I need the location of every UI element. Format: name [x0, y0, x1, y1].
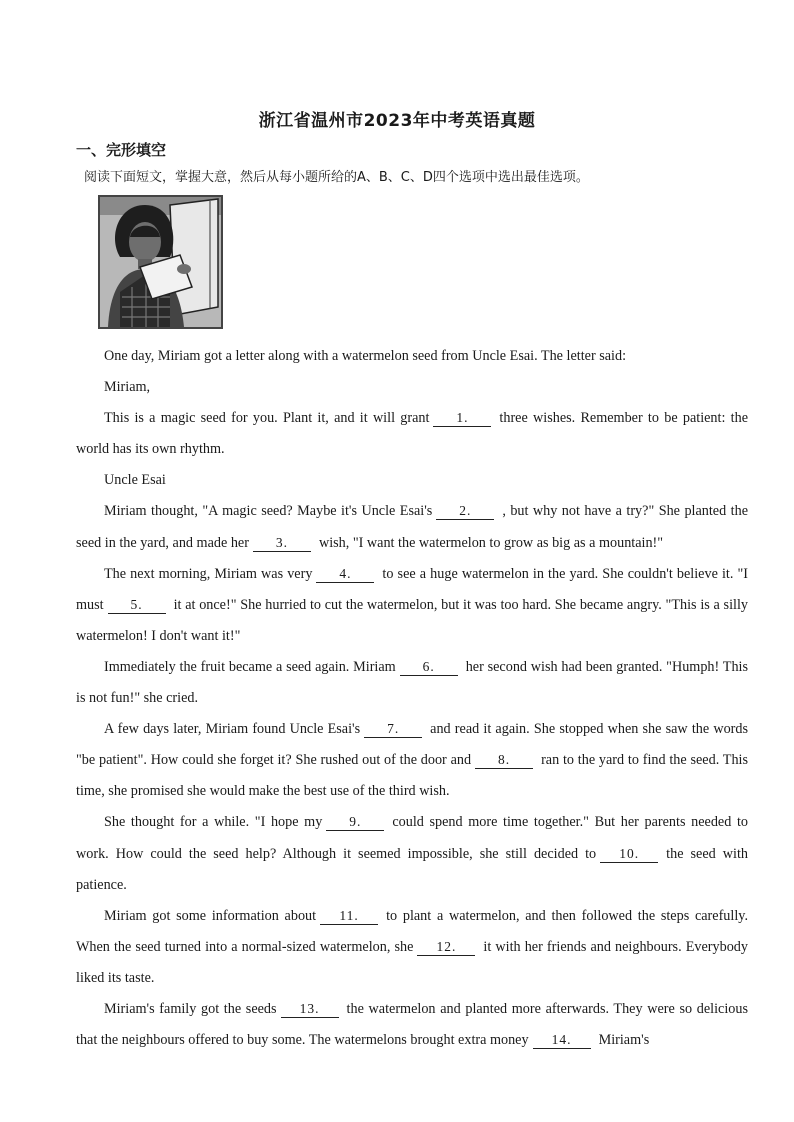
cloze-blank-10: 10. [600, 846, 658, 863]
cloze-blank-5: 5. [108, 597, 166, 614]
passage-paragraph: Uncle Esai [104, 472, 166, 489]
passage-text: and read it again. She stopped when she saw the words "be patient". How could she forget it? She rushed out of the door and [76, 721, 749, 769]
passage-text: Miriam got some information about [104, 907, 317, 924]
passage-paragraph: Miriam, [104, 379, 151, 396]
passage-text: Miriam's [598, 1032, 650, 1049]
passage-paragraph [76, 403, 748, 465]
passage-paragraph [76, 496, 748, 558]
passage-text: the seed with patience. [76, 845, 748, 893]
passage-text: She thought for a while. "I hope my [104, 814, 323, 831]
cloze-blank-4: 4. [316, 566, 374, 583]
passage-paragraph [76, 901, 748, 994]
cloze-blank-14: 14. [533, 1032, 591, 1049]
passage-paragraph [76, 807, 748, 900]
passage-paragraph [76, 714, 748, 807]
section-heading: 一、完形填空 [76, 141, 167, 159]
passage-text: This is a magic seed for you. Plant it, and it will grant [104, 410, 430, 427]
girl-reading-letter-illustration [100, 197, 221, 327]
cloze-blank-13: 13. [281, 1001, 339, 1018]
passage-text: three wishes. Remember to be patient: the world has its own rhythm. [76, 410, 748, 458]
passage-text: , but why not have a try?" She planted the seed in the yard, and made her [76, 503, 748, 551]
passage-text: it with her friends and neighbours. Everybody liked its taste. [76, 938, 748, 986]
passage-text: the watermelon and planted more afterwards. They were so delicious that the neighbours offered to buy some. The watermelons brought extra money [76, 1000, 748, 1049]
illustration-girl-reading-letter [98, 195, 223, 329]
cloze-blank-6: 6. [400, 659, 458, 676]
cloze-blank-11: 11. [320, 908, 378, 925]
passage-paragraph [76, 652, 748, 714]
cloze-blank-12: 12. [417, 939, 475, 956]
passage-text: to plant a watermelon, and then followed the steps carefully. When the seed turned into a normal-sized watermelon, she [76, 907, 748, 955]
passage-text: wish, "I want the watermelon to grow as big as a mountain!" [318, 534, 664, 551]
passage-paragraph [76, 559, 748, 652]
cloze-blank-3: 3. [253, 535, 311, 552]
page-title: 浙江省温州市2023年中考英语真题 [258, 111, 536, 131]
cloze-blank-9: 9. [326, 814, 384, 831]
cloze-blank-2: 2. [436, 503, 494, 520]
passage-text: could spend more time together." But her parents needed to work. How could the seed help? Although it seemed impossible, she still decided to [76, 814, 748, 862]
cloze-blank-7: 7. [364, 721, 422, 738]
cloze-passage [76, 341, 748, 1056]
passage-text: Immediately the fruit became a seed again. Miriam [104, 658, 396, 675]
cloze-blank-1: 1. [433, 410, 491, 427]
instruction-text: 阅读下面短文，掌握大意，然后从每小题所给的A、B、C、D四个选项中选出最佳选项。 [84, 170, 589, 185]
passage-text: ran to the yard to find the seed. This time, she promised she would make the best use of the third wish. [76, 752, 748, 800]
passage-paragraph [76, 994, 748, 1056]
passage-text: her second wish had been granted. "Humph! This is not fun!" she cried. [76, 658, 749, 707]
passage-text: Miriam's family got the seeds [104, 1000, 277, 1017]
passage-text: to see a huge watermelon in the yard. She couldn't believe it. "I must [76, 565, 749, 613]
passage-text: The next morning, Miriam was very [104, 565, 313, 582]
passage-text: A few days later, Miriam found Uncle Esai's [104, 721, 361, 738]
passage-text: it at once!" She hurried to cut the watermelon, but it was too hard. She became angry. "This is a silly watermelon! I don't want it!" [76, 596, 748, 644]
passage-paragraph: One day, Miriam got a letter along with a watermelon seed from Uncle Esai. The letter said: [104, 348, 627, 364]
passage-text: Miriam thought, "A magic seed? Maybe it's Uncle Esai's [104, 503, 433, 520]
cloze-blank-8: 8. [475, 752, 533, 769]
